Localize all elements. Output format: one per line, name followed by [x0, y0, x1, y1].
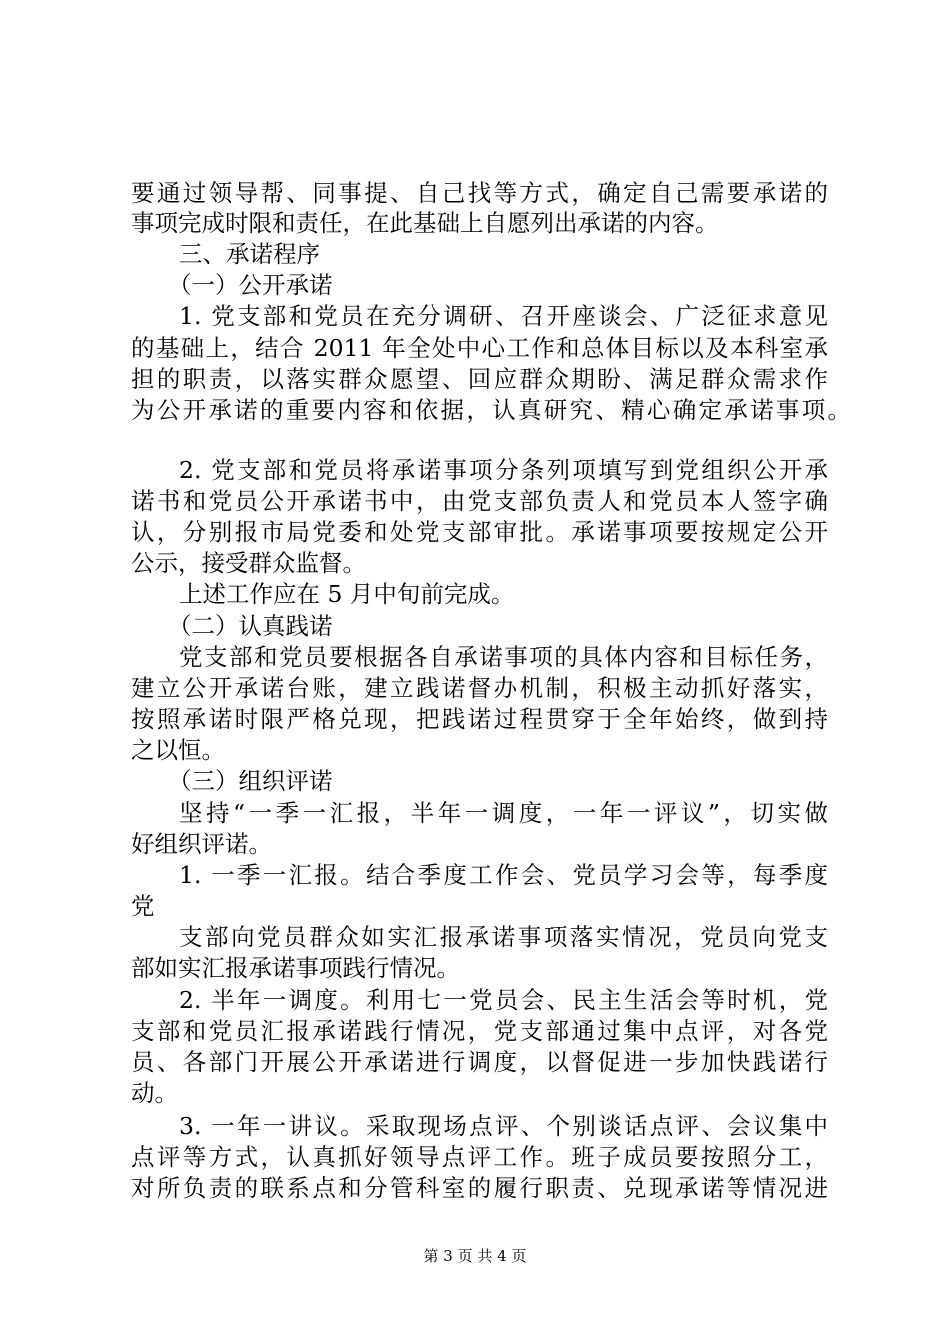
text-line: 事项完成时限和责任，在此基础上自愿列出承诺的内容。	[131, 209, 719, 237]
text-line: 2. 党支部和党员将承诺事项分条列项填写到党组织公开承	[179, 456, 828, 484]
text-line: 党支部和党员要根据各自承诺事项的具体内容和目标任务，	[179, 643, 828, 671]
text-line: 对所负责的联系点和分管科室的履行职责、兑现承诺等情况进	[131, 1174, 828, 1202]
text-line: 之以恒。	[131, 736, 225, 764]
subsection-heading: （二）认真践诺	[168, 612, 333, 640]
text-line: 要通过领导帮、同事提、自己找等方式，确定自己需要承诺的	[131, 179, 828, 207]
page-number-footer: 第 3 页 共 4 页	[423, 1247, 527, 1265]
text-line: 按照承诺时限严格兑现，把践诺过程贯穿于全年始终，做到持	[131, 705, 828, 733]
text-line: 1. 一季一汇报。结合季度工作会、党员学习会等，每季度	[179, 861, 828, 889]
text-line: 建立公开承诺台账，建立践诺督办机制，积极主动抓好落实，	[131, 674, 828, 702]
text-line: 党	[131, 892, 155, 920]
text-line: 3. 一年一讲议。采取现场点评、个别谈话点评、会议集中	[179, 1112, 828, 1140]
text-line: 诺书和党员公开承诺书中，由党支部负责人和党员本人签字确	[131, 487, 828, 515]
subsection-heading: （三）组织评诺	[168, 767, 333, 795]
text-line: 员、各部门开展公开承诺进行调度，以督促进一步加快践诺行	[131, 1048, 828, 1076]
text-line: 动。	[131, 1079, 178, 1107]
subsection-heading: （一）公开承诺	[168, 271, 333, 299]
text-line: 上述工作应在 5 月中旬前完成。	[179, 580, 515, 608]
text-line: 为公开承诺的重要内容和依据，认真研究、精心确定承诺事项。	[131, 396, 851, 424]
text-line: 坚持“一季一汇报，半年一调度，一年一评议”，切实做	[179, 799, 828, 827]
text-line: 认，分别报市局党委和处党支部审批。承诺事项要按规定公开	[131, 518, 828, 546]
text-line: 担的职责，以落实群众愿望、回应群众期盼、满足群众需求作	[131, 365, 828, 393]
text-line: 点评等方式，认真抓好领导点评工作。班子成员要按照分工，	[131, 1143, 828, 1171]
text-line: 2. 半年一调度。利用七一党员会、民主生活会等时机，党	[179, 986, 828, 1014]
text-line: 部如实汇报承诺事项践行情况。	[131, 954, 460, 982]
text-line: 支部和党员汇报承诺践行情况，党支部通过集中点评，对各党	[131, 1017, 828, 1045]
text-line: 的基础上，结合 2011 年全处中心工作和总体目标以及本科室承	[131, 334, 828, 362]
text-line: 1. 党支部和党员在充分调研、召开座谈会、广泛征求意见	[179, 302, 828, 330]
section-heading: 三、承诺程序	[179, 240, 320, 268]
text-line: 公示，接受群众监督。	[131, 549, 366, 577]
text-line: 好组织评诺。	[131, 830, 272, 858]
text-line: 支部向党员群众如实汇报承诺事项落实情况，党员向党支	[179, 923, 828, 951]
